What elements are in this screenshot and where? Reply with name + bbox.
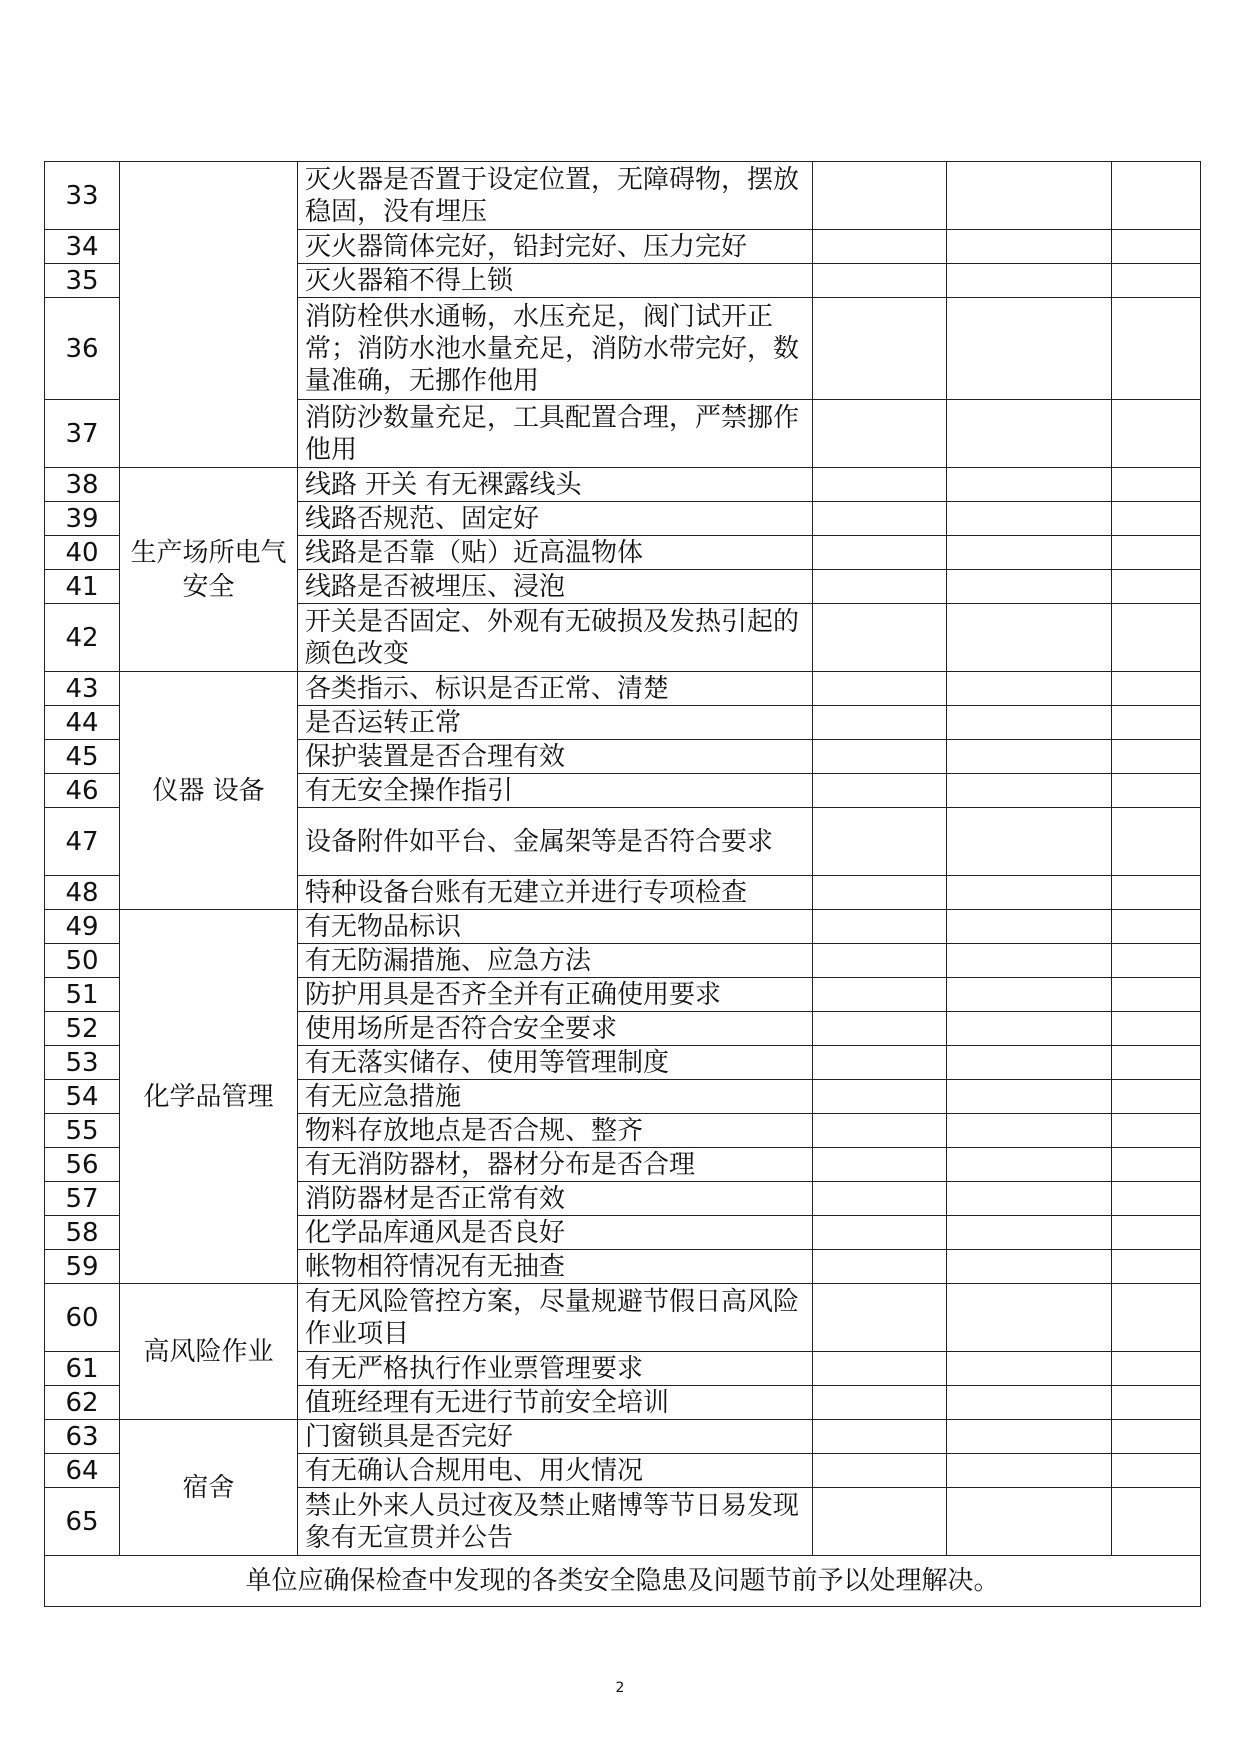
result-cell: [813, 264, 947, 298]
sign-cell: [1112, 1080, 1201, 1114]
remark-cell: [947, 1284, 1112, 1352]
result-cell: [813, 536, 947, 570]
check-item-text: 值班经理有无进行节前安全培训: [298, 1386, 813, 1420]
remark-cell: [947, 1420, 1112, 1454]
sign-cell: [1112, 400, 1201, 468]
check-item-text: 有无风险管控方案，尽量规避节假日高风险作业项目: [298, 1284, 813, 1352]
item-number: 50: [45, 944, 120, 978]
sign-cell: [1112, 570, 1201, 604]
sign-cell: [1112, 978, 1201, 1012]
check-item-text: 禁止外来人员过夜及禁止赌博等节日易发现象有无宣贯并公告: [298, 1488, 813, 1556]
check-item-text: 线路 开关 有无裸露线头: [298, 468, 813, 502]
category-cell: [120, 162, 298, 468]
remark-cell: [947, 502, 1112, 536]
check-item-text: 有无消防器材，器材分布是否合理: [298, 1148, 813, 1182]
result-cell: [813, 978, 947, 1012]
result-cell: [813, 162, 947, 230]
check-item-text: 有无防漏措施、应急方法: [298, 944, 813, 978]
remark-cell: [947, 604, 1112, 672]
table-row: [45, 910, 1201, 944]
item-number: 43: [45, 672, 120, 706]
remark-cell: [947, 706, 1112, 740]
item-number: 61: [45, 1352, 120, 1386]
table-row: [45, 672, 1201, 706]
remark-cell: [947, 740, 1112, 774]
table-row: [45, 468, 1201, 502]
sign-cell: [1112, 1386, 1201, 1420]
result-cell: [813, 1454, 947, 1488]
remark-cell: [947, 1454, 1112, 1488]
item-number: 52: [45, 1012, 120, 1046]
sign-cell: [1112, 468, 1201, 502]
result-cell: [813, 1420, 947, 1454]
sign-cell: [1112, 604, 1201, 672]
sign-cell: [1112, 1352, 1201, 1386]
item-number: 65: [45, 1488, 120, 1556]
sign-cell: [1112, 162, 1201, 230]
check-item-text: 各类指示、标识是否正常、清楚: [298, 672, 813, 706]
remark-cell: [947, 298, 1112, 400]
category-cell: 化学品管理: [120, 910, 298, 1284]
remark-cell: [947, 1386, 1112, 1420]
check-item-text: 有无落实储存、使用等管理制度: [298, 1046, 813, 1080]
remark-cell: [947, 230, 1112, 264]
check-item-text: 开关是否固定、外观有无破损及发热引起的颜色改变: [298, 604, 813, 672]
remark-cell: [947, 944, 1112, 978]
result-cell: [813, 1284, 947, 1352]
result-cell: [813, 400, 947, 468]
result-cell: [813, 1386, 947, 1420]
category-cell: 高风险作业: [120, 1284, 298, 1420]
sign-cell: [1112, 264, 1201, 298]
table-row: [45, 162, 1201, 230]
item-number: 39: [45, 502, 120, 536]
sign-cell: [1112, 1454, 1201, 1488]
remark-cell: [947, 468, 1112, 502]
remark-cell: [947, 1114, 1112, 1148]
remark-cell: [947, 808, 1112, 876]
result-cell: [813, 808, 947, 876]
result-cell: [813, 1012, 947, 1046]
result-cell: [813, 944, 947, 978]
result-cell: [813, 876, 947, 910]
item-number: 54: [45, 1080, 120, 1114]
sign-cell: [1112, 298, 1201, 400]
item-number: 60: [45, 1284, 120, 1352]
result-cell: [813, 1216, 947, 1250]
table-row: [45, 1284, 1201, 1352]
check-item-text: 门窗锁具是否完好: [298, 1420, 813, 1454]
item-number: 63: [45, 1420, 120, 1454]
sign-cell: [1112, 1250, 1201, 1284]
sign-cell: [1112, 536, 1201, 570]
remark-cell: [947, 1148, 1112, 1182]
item-number: 55: [45, 1114, 120, 1148]
item-number: 36: [45, 298, 120, 400]
check-item-text: 有无确认合规用电、用火情况: [298, 1454, 813, 1488]
check-item-text: 线路是否被埋压、浸泡: [298, 570, 813, 604]
check-item-text: 有无物品标识: [298, 910, 813, 944]
check-item-text: 消防沙数量充足，工具配置合理，严禁挪作他用: [298, 400, 813, 468]
check-item-text: 化学品库通风是否良好: [298, 1216, 813, 1250]
checklist-table: [44, 161, 1201, 1607]
check-item-text: 有无安全操作指引: [298, 774, 813, 808]
result-cell: [813, 570, 947, 604]
result-cell: [813, 468, 947, 502]
result-cell: [813, 672, 947, 706]
item-number: 59: [45, 1250, 120, 1284]
footer-note: 单位应确保检查中发现的各类安全隐患及问题节前予以处理解决。: [45, 1556, 1201, 1607]
remark-cell: [947, 1250, 1112, 1284]
check-item-text: 线路是否靠（贴）近高温物体: [298, 536, 813, 570]
check-item-text: 设备附件如平台、金属架等是否符合要求: [298, 808, 813, 876]
sign-cell: [1112, 672, 1201, 706]
remark-cell: [947, 1352, 1112, 1386]
result-cell: [813, 1148, 947, 1182]
result-cell: [813, 1488, 947, 1556]
check-item-text: 防护用具是否齐全并有正确使用要求: [298, 978, 813, 1012]
check-item-text: 有无严格执行作业票管理要求: [298, 1352, 813, 1386]
sign-cell: [1112, 1284, 1201, 1352]
remark-cell: [947, 876, 1112, 910]
item-number: 35: [45, 264, 120, 298]
item-number: 56: [45, 1148, 120, 1182]
result-cell: [813, 604, 947, 672]
item-number: 33: [45, 162, 120, 230]
sign-cell: [1112, 706, 1201, 740]
sign-cell: [1112, 876, 1201, 910]
remark-cell: [947, 672, 1112, 706]
remark-cell: [947, 1080, 1112, 1114]
category-cell: 宿舍: [120, 1420, 298, 1556]
sign-cell: [1112, 1114, 1201, 1148]
check-item-text: 灭火器是否置于设定位置，无障碍物，摆放稳固，没有埋压: [298, 162, 813, 230]
remark-cell: [947, 536, 1112, 570]
item-number: 51: [45, 978, 120, 1012]
check-item-text: 物料存放地点是否合规、整齐: [298, 1114, 813, 1148]
result-cell: [813, 1182, 947, 1216]
item-number: 34: [45, 230, 120, 264]
item-number: 44: [45, 706, 120, 740]
result-cell: [813, 910, 947, 944]
sign-cell: [1112, 1182, 1201, 1216]
remark-cell: [947, 978, 1112, 1012]
sign-cell: [1112, 1216, 1201, 1250]
result-cell: [813, 298, 947, 400]
sign-cell: [1112, 1046, 1201, 1080]
item-number: 64: [45, 1454, 120, 1488]
item-number: 62: [45, 1386, 120, 1420]
remark-cell: [947, 162, 1112, 230]
sign-cell: [1112, 740, 1201, 774]
check-item-text: 帐物相符情况有无抽查: [298, 1250, 813, 1284]
remark-cell: [947, 264, 1112, 298]
table-row: [45, 1420, 1201, 1454]
check-item-text: 有无应急措施: [298, 1080, 813, 1114]
item-number: 58: [45, 1216, 120, 1250]
remark-cell: [947, 910, 1112, 944]
result-cell: [813, 774, 947, 808]
item-number: 37: [45, 400, 120, 468]
sign-cell: [1112, 944, 1201, 978]
result-cell: [813, 1080, 947, 1114]
item-number: 49: [45, 910, 120, 944]
item-number: 41: [45, 570, 120, 604]
remark-cell: [947, 570, 1112, 604]
result-cell: [813, 1046, 947, 1080]
sign-cell: [1112, 1420, 1201, 1454]
result-cell: [813, 502, 947, 536]
footer-row: [45, 1556, 1201, 1607]
item-number: 46: [45, 774, 120, 808]
sign-cell: [1112, 230, 1201, 264]
item-number: 48: [45, 876, 120, 910]
sign-cell: [1112, 774, 1201, 808]
item-number: 47: [45, 808, 120, 876]
sign-cell: [1112, 1488, 1201, 1556]
sign-cell: [1112, 1012, 1201, 1046]
sign-cell: [1112, 1148, 1201, 1182]
check-item-text: 灭火器筒体完好，铅封完好、压力完好: [298, 230, 813, 264]
remark-cell: [947, 1216, 1112, 1250]
remark-cell: [947, 1046, 1112, 1080]
checklist-body: [45, 162, 1201, 1556]
result-cell: [813, 230, 947, 264]
item-number: 40: [45, 536, 120, 570]
item-number: 38: [45, 468, 120, 502]
category-cell: 仪器 设备: [120, 672, 298, 910]
remark-cell: [947, 1182, 1112, 1216]
result-cell: [813, 740, 947, 774]
remark-cell: [947, 1012, 1112, 1046]
category-cell: 生产场所电气安全: [120, 468, 298, 672]
result-cell: [813, 706, 947, 740]
remark-cell: [947, 1488, 1112, 1556]
page-number: 2: [615, 1680, 625, 1696]
check-item-text: 使用场所是否符合安全要求: [298, 1012, 813, 1046]
sign-cell: [1112, 502, 1201, 536]
item-number: 53: [45, 1046, 120, 1080]
item-number: 42: [45, 604, 120, 672]
result-cell: [813, 1352, 947, 1386]
item-number: 57: [45, 1182, 120, 1216]
check-item-text: 特种设备台账有无建立并进行专项检查: [298, 876, 813, 910]
result-cell: [813, 1114, 947, 1148]
check-item-text: 灭火器箱不得上锁: [298, 264, 813, 298]
check-item-text: 消防器材是否正常有效: [298, 1182, 813, 1216]
remark-cell: [947, 400, 1112, 468]
item-number: 45: [45, 740, 120, 774]
sign-cell: [1112, 910, 1201, 944]
check-item-text: 保护装置是否合理有效: [298, 740, 813, 774]
result-cell: [813, 1250, 947, 1284]
check-item-text: 是否运转正常: [298, 706, 813, 740]
sign-cell: [1112, 808, 1201, 876]
check-item-text: 线路否规范、固定好: [298, 502, 813, 536]
remark-cell: [947, 774, 1112, 808]
check-item-text: 消防栓供水通畅，水压充足，阀门试开正常；消防水池水量充足，消防水带完好，数量准确，无挪作他用: [298, 298, 813, 400]
